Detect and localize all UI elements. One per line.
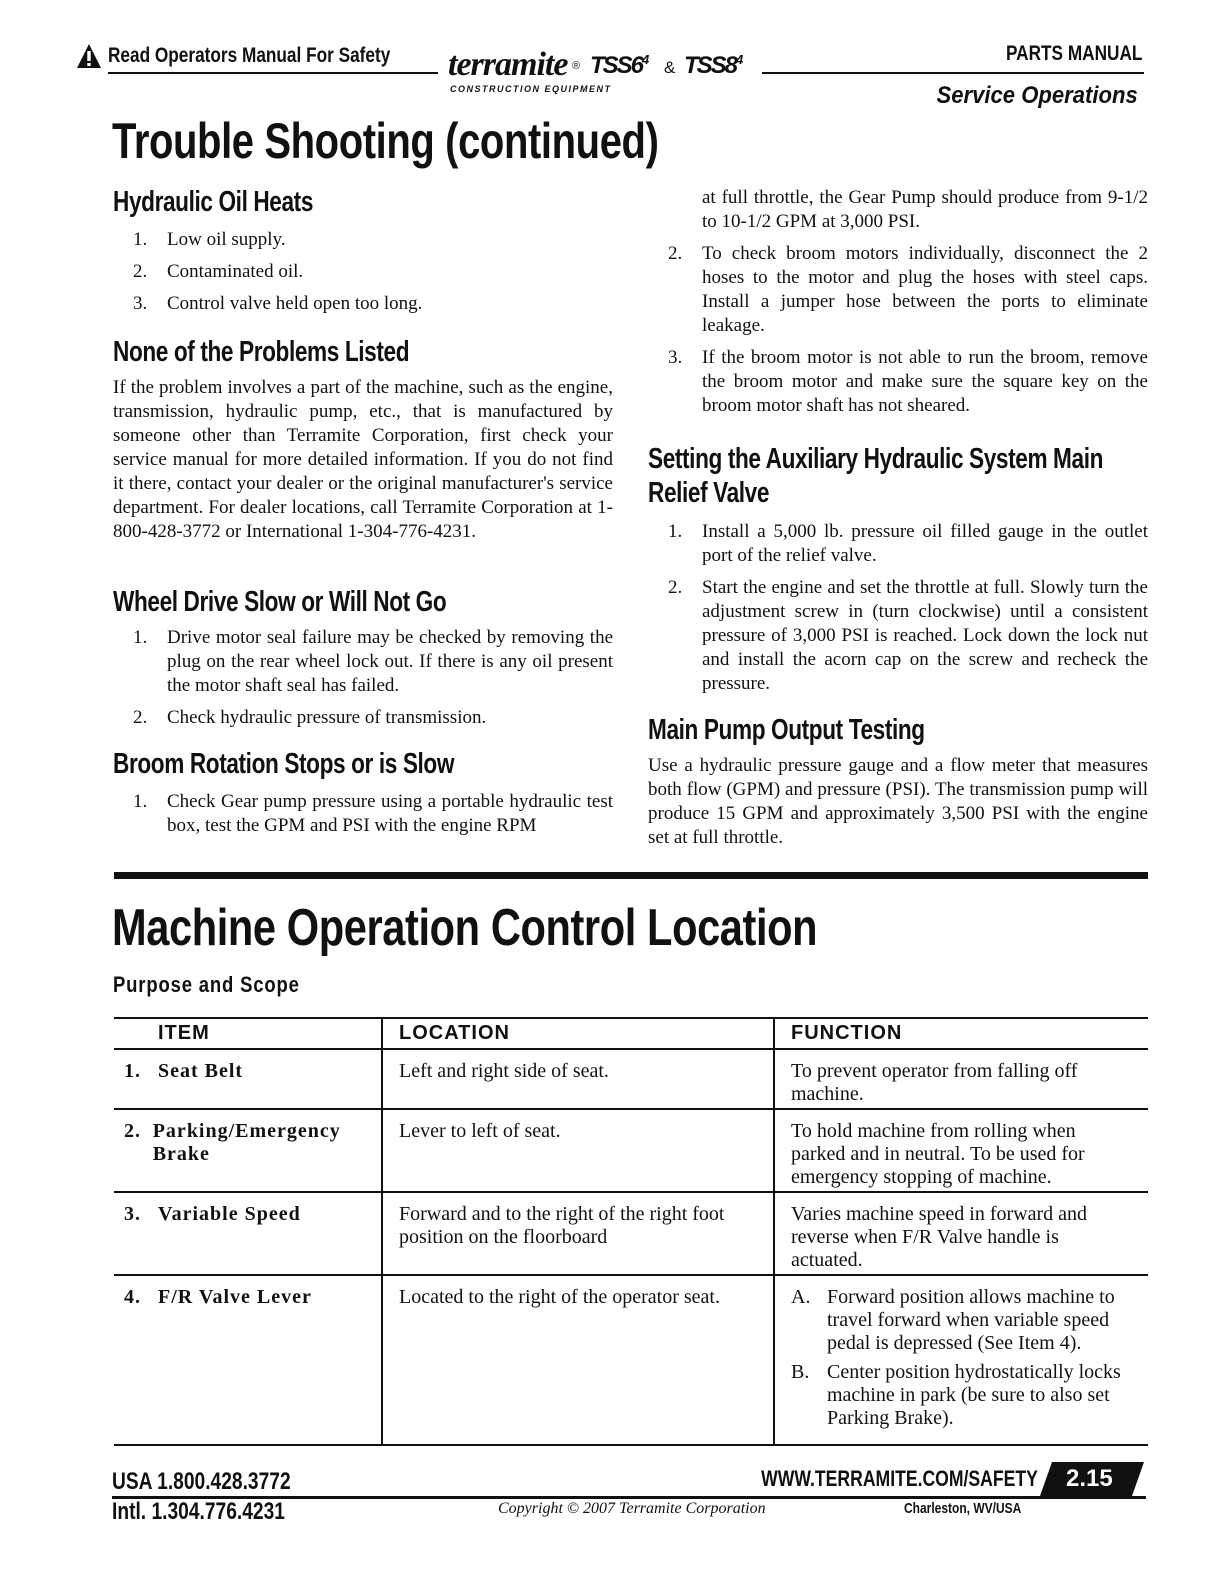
table-row	[114, 1109, 1148, 1192]
para-none-listed: If the problem involves a part of the machine, such as the engine, transmission, hydraulic pump, etc., that is manufactured by someone other than Terramite Corporation, first check your service manual for more detailed information. If you do not find it there, contact your dealer or the original manufacturer's service department. For dealer locations, call Terramite Corporation at 1-800-428-3772 or International 1-304-776-4231.	[113, 377, 613, 542]
list-item: 3. If the broom motor is not able to run the broom, remove the broom motor and make sure the square key on the broom motor shaft has not sheared.	[668, 347, 1148, 416]
brand-registered: ®	[572, 60, 581, 72]
page-number: 2.15	[1066, 1465, 1113, 1492]
list-item: 2. Start the engine and set the throttle at full. Slowly turn the adjustment screw in (turn clockwise) until a consistent pressure of 3,000 PSI is reached. Lock down the lock nut and install the acorn cap on the screw and recheck the pressure.	[668, 577, 1148, 694]
list-aux-relief	[648, 520, 1148, 696]
footer-usa-phone: USA 1.800.428.3772	[112, 1468, 291, 1495]
list-item: 2. Check hydraulic pressure of transmission.	[133, 707, 487, 728]
safety-warning	[76, 42, 452, 70]
heading-main-pump: Main Pump Output Testing	[648, 714, 925, 746]
cell-function: To prevent operator from falling off machine.	[774, 1049, 1148, 1109]
cell-item: 2. Parking/Emergency Brake	[114, 1109, 382, 1192]
list-item: at full throttle, the Gear Pump should produce from 9-1/2 to 10-1/2 GPM at 3,000 PSI.	[702, 187, 1148, 232]
heading-aux-relief: Setting the Auxiliary Hydraulic System Main Relief Valve	[648, 443, 1104, 509]
header-rule-right	[762, 72, 1144, 74]
list-broom-rotation	[113, 790, 613, 838]
footer-website[interactable]: WWW.TERRAMITE.COM/SAFETY	[761, 1466, 1038, 1491]
model-b: $TSS8^4$	[684, 52, 742, 79]
page-title: Trouble Shooting (continued)	[112, 113, 659, 169]
terramite-logo	[444, 46, 764, 100]
cell-location: Located to the right of the operator seat.	[382, 1275, 774, 1445]
heading-wheel-drive: Wheel Drive Slow or Will Not Go	[113, 586, 447, 618]
brand-name: terramite	[448, 46, 568, 83]
list-item: 2. Contaminated oil.	[133, 261, 304, 282]
section-divider	[114, 872, 1148, 879]
table-row	[114, 1049, 1148, 1109]
list-item: 2. To check broom motors individually, disconnect the 2 hoses to the motor and plug the hoses with steel caps. Install a jumper hose between the ports to eliminate leakage.	[668, 243, 1148, 336]
function-sub-a: A. Forward position allows machine to travel forward when variable speed pedal is depressed (See Item 4).	[791, 1286, 1115, 1354]
parts-manual-label: PARTS MANUAL	[1005, 42, 1142, 65]
header-location: LOCATION	[382, 1018, 774, 1049]
cell-function: Varies machine speed in forward and reverse when F/R Valve handle is actuated.	[774, 1192, 1148, 1275]
cell-location: Lever to left of seat.	[382, 1109, 774, 1192]
control-location-table	[114, 1017, 1148, 1446]
heading-none-listed: None of the Problems Listed	[113, 336, 410, 368]
brand-sub: CONSTRUCTION EQUIPMENT	[450, 84, 612, 94]
function-sub-b: B. Center position hydrostatically locks machine in park (be sure to also set Parking Brake).	[791, 1361, 1121, 1429]
list-item: 1. Check Gear pump pressure using a portable hydraulic test box, test the GPM and PSI with the engine RPM	[133, 791, 613, 836]
safety-warning-text: Read Operators Manual For Safety	[108, 44, 391, 67]
model-a: $TSS6^4$	[590, 52, 648, 79]
table-header-row	[114, 1018, 1148, 1049]
machine-title: Machine Operation Control Location	[112, 899, 818, 957]
list-item: 1. Drive motor seal failure may be checked by removing the plug on the rear wheel lock out. If there is any oil present the motor shaft seal has failed.	[133, 627, 613, 696]
page-number-badge	[1040, 1462, 1144, 1496]
cell-function: To hold machine from rolling when parked and in neutral. To be used for emergency stopping of machine.	[774, 1109, 1148, 1192]
list-item: 1. Install a 5,000 lb. pressure oil filled gauge in the outlet port of the relief valve.	[668, 521, 1148, 566]
table-row	[114, 1275, 1148, 1445]
list-broom-rotation-cont	[648, 186, 1148, 418]
list-wheel-drive	[113, 626, 613, 730]
footer-city: Charleston, WV/USA	[904, 1500, 1022, 1517]
cell-location: Left and right side of seat.	[382, 1049, 774, 1109]
header-function: FUNCTION	[774, 1018, 1148, 1049]
cell-location: Forward and to the right of the right foot position on the floorboard	[382, 1192, 774, 1275]
header-rule-left	[108, 72, 438, 74]
warning-icon	[76, 43, 102, 69]
para-main-pump: Use a hydraulic pressure gauge and a flow meter that measures both flow (GPM) and pressure (PSI). The transmission pump will produce 15 GPM and approximately 3,500 PSI with the engine set at full throttle.	[648, 755, 1148, 848]
model-amp: &	[664, 58, 676, 77]
list-hydraulic-oil	[113, 228, 613, 316]
heading-broom-rotation: Broom Rotation Stops or is Slow	[113, 748, 455, 780]
purpose-heading: Purpose and Scope	[113, 972, 300, 997]
footer-copyright: Copyright © 2007 Terramite Corporation	[498, 1500, 766, 1517]
section-label: Service Operations	[936, 82, 1138, 109]
heading-hydraulic-oil: Hydraulic Oil Heats	[113, 186, 314, 218]
list-item: 3. Control valve held open too long.	[133, 293, 423, 314]
cell-item: 4. F/R Valve Lever	[114, 1275, 382, 1445]
table-row	[114, 1192, 1148, 1275]
header-item: ITEM	[114, 1018, 382, 1049]
list-item: 1. Low oil supply.	[133, 229, 286, 250]
cell-function	[774, 1275, 1148, 1445]
cell-item: 3. Variable Speed	[114, 1192, 382, 1275]
cell-item: 1. Seat Belt	[114, 1049, 382, 1109]
footer-intl-phone: Intl. 1.304.776.4231	[112, 1498, 285, 1525]
